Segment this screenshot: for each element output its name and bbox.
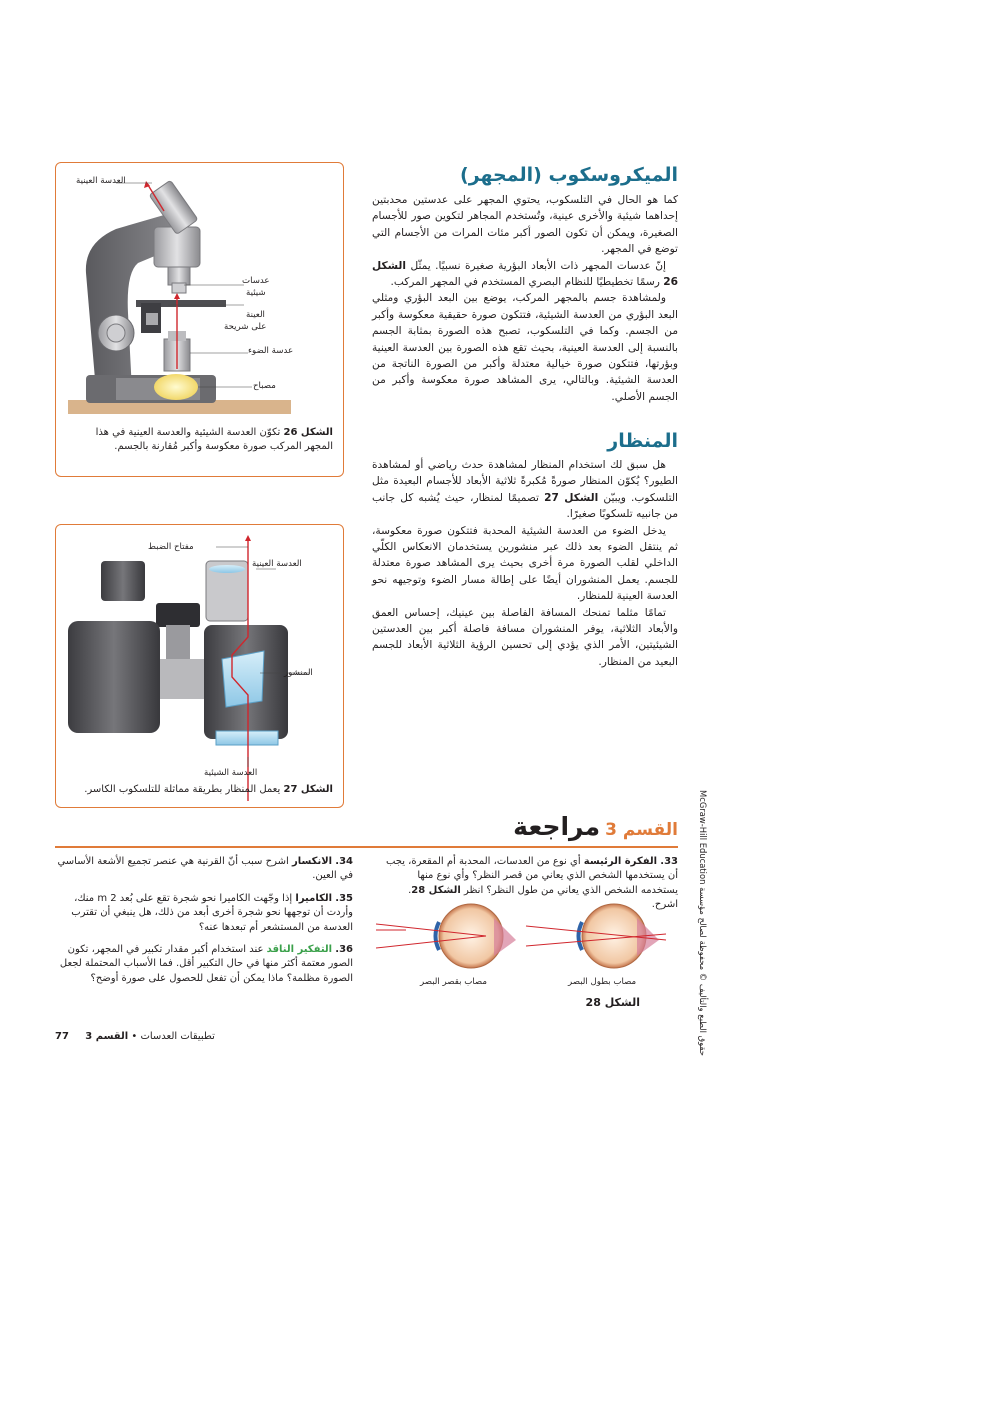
nearsighted-eyeball — [439, 904, 503, 968]
question-35: 35. الكاميرا إذا وجّهت الكاميرا نحو شجرة تقع على بُعد 2 m منك، وأردت أن توجهها نحو شجرة أخرى أبعد من ذلك، هل ينبغي أن تقترب العدسة من المستشعر أم تبعدها عنه؟ — [71, 893, 353, 933]
question-36: 36. التفكير الناقد عند استخدام أكبر مقدار تكبير في المجهر، تكون الصور معتمة أكثر منها في حال التكبير أقل. فما الأسباب المحتملة لجعل الصورة مظلمة؟ ماذا يمكن أن تفعل للحصول على صورة أوضح؟ — [59, 944, 353, 984]
review-header — [400, 812, 678, 841]
label-specimen-line1: العينة — [246, 310, 265, 320]
figure-27-reference: الشكل 27 — [544, 491, 599, 504]
page-footer — [55, 1031, 215, 1042]
question-34: 34. الانكسار اشرح سبب أنّ القرنية هي عنصر تجميع الأشعة الأساسي في العين. — [57, 856, 353, 882]
left-barrel — [68, 621, 160, 733]
label-binocular-eyepiece: العدسة العينية — [252, 559, 302, 569]
objective-lens — [216, 731, 278, 745]
label-focus-knob: مفتاح الضبط — [148, 542, 194, 552]
figure-26-caption: الشكل 26 تكوّن العدسة الشيئية والعدسة العينية في هذا المجهر المركب صورة معكوسة وأكبر مُقارنة بالجسم. — [95, 427, 333, 452]
copyright-notice: McGraw-Hill Education حقوق الطبع والتأليف © محفوظة لصالح مؤسسة — [698, 790, 708, 1056]
figure-26-reference: الشكل 26 — [372, 259, 678, 289]
label-eyepiece: العدسة العينية — [76, 176, 126, 186]
label-condenser: عدسة الضوء — [248, 346, 294, 356]
prism — [222, 651, 264, 707]
review-rule — [55, 846, 678, 848]
page-number: 77 — [55, 1031, 69, 1042]
microscope-heading: الميكروسكوب (المجهر) — [460, 164, 678, 186]
review-section-label: القسم 3 — [605, 820, 678, 840]
figure-26-box — [55, 162, 344, 477]
lamp-bulb — [154, 374, 198, 400]
review-title: مراجعة — [513, 812, 601, 841]
microscope-paragraph-3: ولمشاهدة جسم بالمجهر المركب، يوضع بين البعد البؤري ومثلي البعد البؤري من العدسة الشيئية، فتتكون صورة حقيقية معكوسة وأكبر من الجسم. وكما في التلسكوب، تصبح هذه الصورة بمثابة الجسم بالنسبة إلى العدسة العينية، بحيث تقع هذه الصورة بين العدسة العينية وبؤرتها، فتتكون صورة خيالية معتدلة وأكبر من الصورة الناتجة من العدسة الشيئية. وبالتالي، يرى المشاهد صورة معكوسة وأكبر من الجسم الأصلي. — [372, 292, 678, 403]
label-farsighted: مصاب بطول البصر — [568, 977, 637, 987]
figure-27-number: الشكل 27 — [283, 784, 333, 795]
focus-wheel — [156, 603, 200, 627]
question-33: 33. الفكرة الرئيسة أي نوع من العدسات، المحدبة أم المقعرة، يجب أن يستخدمها الشخص الذي يعاني من قصر النظر؟ وأي نوع منها يستخدمه الشخص الذي يعاني من طول النظر؟ انظر الشكل 28. اشرح. — [385, 856, 678, 911]
binoculars-paragraph-3: تمامًا مثلما تمنحك المسافة الفاصلة بين عينيك، إحساس العمق والأبعاد الثلاثية، يوفر المنشوران مسافة فاصلة أكبر بين العدستين الشيئيتين، الأمر الذي يؤدي إلى تحسين الرؤية الثلاثية الأبعاد للجسم البعيد من المنظار. — [372, 606, 678, 668]
footer-chapter: تطبيقات العدسات — [140, 1031, 215, 1042]
binoculars-paragraph-1: هل سبق لك استخدام المنظار لمشاهدة حدث رياضي أو لمشاهدة الطيور؟ يُكوّن المنظار صورةً مُكبرةً ثلاثية الأبعاد للأجسام البعيدة مثل التلسكوب. ويبيّن الشكل 27 تصميمًا لمنظار، حيث يُشبه كل جانب من جانبيه تلسكوبًا صغيرًا. — [372, 459, 678, 521]
label-objectives-line2: شيئية — [246, 288, 266, 298]
microscope-paragraph-1: كما هو الحال في التلسكوب، يحتوي المجهر على عدستين محدبتين إحداهما شيئية والأخرى عينية، وتُستخدم المجاهر لتكوين صور للأجسام الصغيرة، ويمكن أن تكون الصور أكبر مئات المرات من الأجسام التي توضع في المجهر. — [372, 194, 678, 256]
label-specimen-line2: على شريحة — [224, 322, 267, 332]
label-objectives-line1: عدسات — [242, 276, 270, 286]
left-eyepiece — [101, 561, 145, 601]
footer-bullet: • — [131, 1031, 138, 1042]
footer-section: القسم 3 — [85, 1031, 129, 1042]
label-objective-lens: العدسة الشيئية — [204, 768, 258, 778]
binoculars-heading: المنظار — [607, 430, 678, 452]
binoculars-paragraph-2: يدخل الضوء من العدسة الشيئية المحدبة فتتكون صورة معكوسة، ثم ينتقل الضوء بعد ذلك عبر منشورين يستخدمان الانعكاس الكلّي الداخلي لقلب الصورة مرة أخرى بحيث يرى المشاهد صورة معتدلة للجسم. يعمل المنشوران أيضًا على إطالة مسار الضوء وتوجيهه نحو العدسة العينية للمنظار. — [372, 524, 678, 603]
binoculars-text — [372, 457, 678, 670]
figure-28-caption: الشكل 28 — [585, 996, 640, 1009]
label-prism: المنشور — [284, 668, 313, 678]
label-lamp: مصباح — [253, 381, 276, 391]
microscope-text — [372, 192, 678, 405]
figure-26-number: الشكل 26 — [283, 427, 333, 438]
microscope-paragraph-2: إنّ عدسات المجهر ذات الأبعاد البؤرية صغيرة نسبيًا. يمثّل الشكل 26 رسمًا تخطيطيًا للنظام البصري المستخدم في المجهر المركب. — [372, 259, 678, 289]
label-nearsighted: مصاب بقصر البصر — [420, 977, 487, 987]
figure-27-caption: الشكل 27 يعمل المنظار بطريقة مماثلة للتلسكوب الكاسر. — [84, 784, 333, 795]
figure-27-box — [55, 524, 344, 808]
farsighted-eyeball — [582, 904, 646, 968]
figure-28-eyes — [376, 900, 676, 974]
